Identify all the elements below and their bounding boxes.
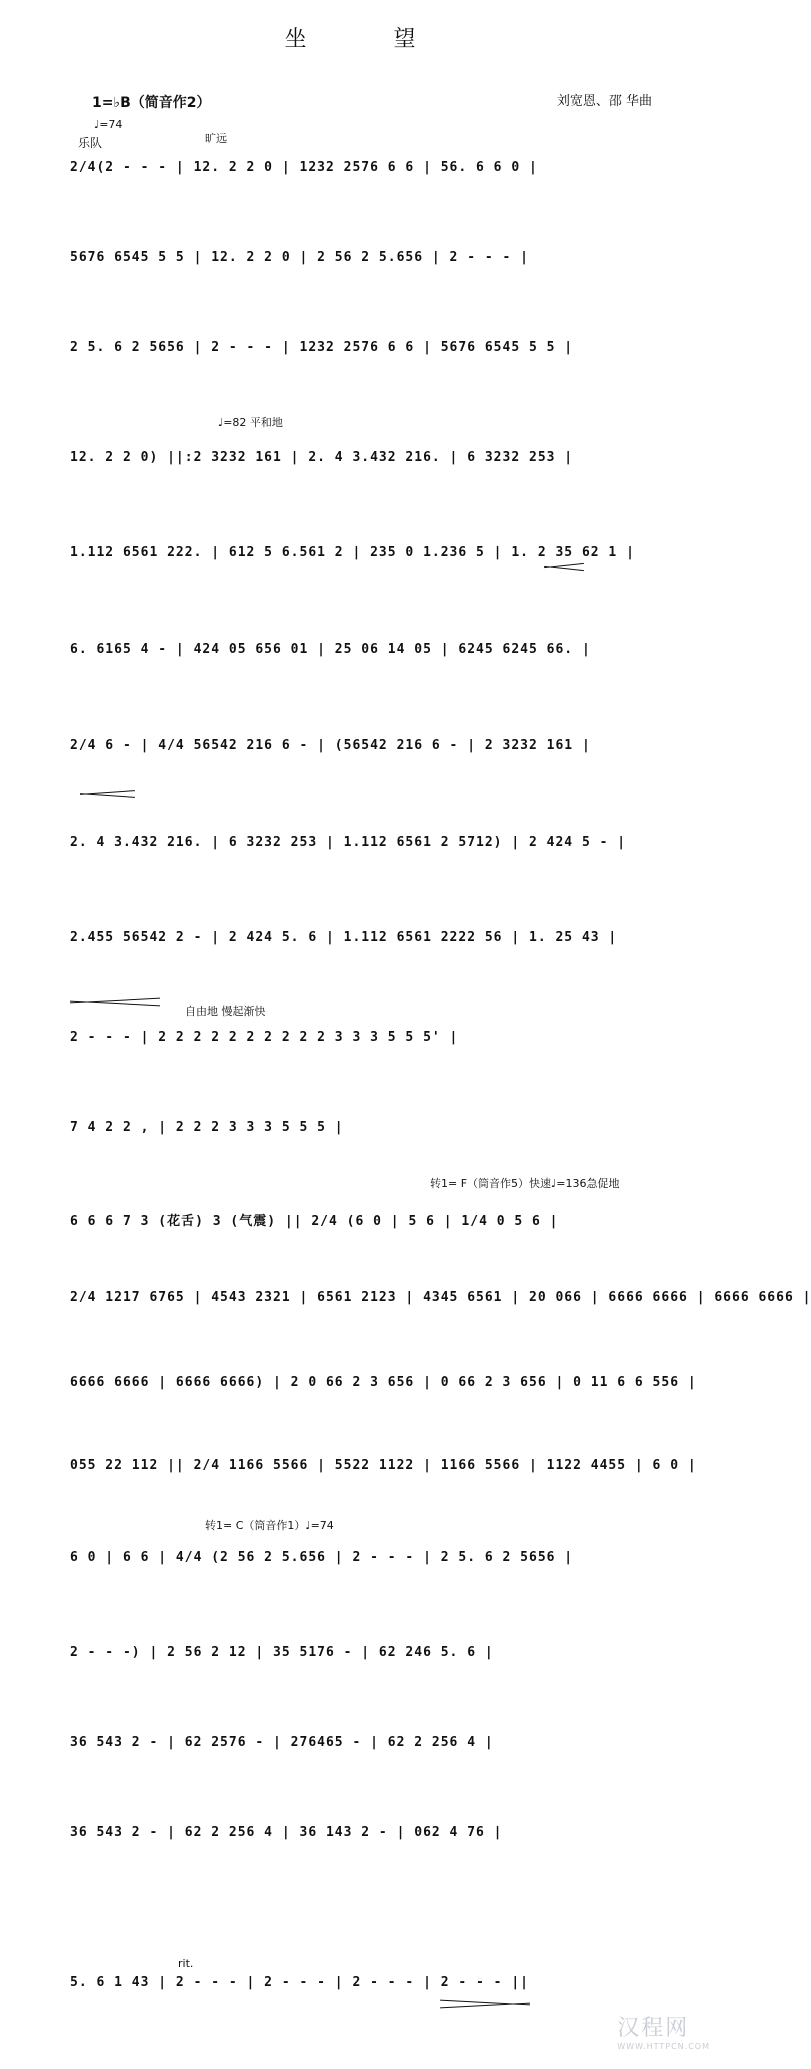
score-line	[70, 1110, 690, 1154]
score-line	[70, 1965, 690, 2009]
notation-text: 2/4 1217 6765 | 4543 2321 | 6561 2123 | 4345 6561 | 20 066 | 6666 6666 | 6666 6666 |	[70, 1290, 811, 1305]
notation-text: 1.112 6561 222. | 612 5 6.561 2 | 235 0 1.236 5 | 1. 2 35 62 1 |	[70, 545, 635, 560]
score-line	[70, 1365, 697, 1409]
expression-freely: 自由地 慢起渐快	[185, 1005, 266, 1018]
score-line	[70, 535, 690, 579]
notation-text: 6666 6666 | 6666 6666) | 2 0 66 2 3 656 | 0 66 2 3 656 | 0 11 6 6 556 |	[70, 1375, 697, 1390]
score-line	[70, 1200, 690, 1244]
notation-text: 2. 4 3.432 216. | 6 3232 253 | 1.112 6561 2 5712) | 2 424 5 - |	[70, 835, 627, 850]
notation-text: 36 543 2 - | 62 2576 - | 276465 - | 62 2 256 4 |	[70, 1735, 494, 1750]
notation-text: 7 4 2 2 , | 2 2 2 3 3 3 5 5 5 |	[70, 1120, 344, 1135]
score-line	[70, 632, 690, 676]
watermark-url: WWW.HTTPCN.COM	[617, 2042, 710, 2051]
notation-text: 5676 6545 5 5 | 12. 2 2 0 | 2 56 2 5.656 | 2 - - - |	[70, 250, 529, 265]
notation-text: 2/4 6 - | 4/4 56542 216 6 - | (56542 216 6 - | 2 3232 161 |	[70, 738, 591, 753]
score-line	[70, 240, 690, 284]
score-line	[70, 150, 690, 194]
decrescendo-mark	[70, 1001, 160, 1007]
score-line	[70, 1635, 690, 1679]
expression-kuangyuan: 旷远	[205, 132, 227, 145]
expression-tempo-calm: ♩=82 平和地	[218, 416, 283, 429]
score-line	[70, 1815, 690, 1859]
notation-text: 2 - - - | 2 2 2 2 2 2 2 2 2 2 3 3 3 5 5 5' |	[70, 1030, 459, 1045]
score-line	[70, 1280, 811, 1324]
notation-text: 6. 6165 4 - | 424 05 656 01 | 25 06 14 05 | 6245 6245 66. |	[70, 642, 591, 657]
score-line	[70, 1020, 690, 1064]
notation-text: 2 - - -) | 2 56 2 12 | 35 5176 - | 62 246 5. 6 |	[70, 1645, 494, 1660]
modulation-to-f: 转1= F（筒音作5）快速♩=136急促地	[430, 1177, 620, 1190]
notation-text: 2.455 56542 2 - | 2 424 5. 6 | 1.112 6561 2222 56 | 1. 25 43 |	[70, 930, 618, 945]
score-line	[70, 825, 690, 869]
key-signature: 1=♭B（简音作2）	[92, 95, 211, 111]
score-line	[70, 1725, 690, 1769]
watermark-logo	[617, 2011, 710, 2051]
notation-text: 6 0 | 6 6 | 4/4 (2 56 2 5.656 | 2 - - - | 2 5. 6 2 5656 |	[70, 1550, 574, 1565]
tempo-marking: ♩=74	[94, 118, 123, 131]
score-line	[70, 440, 690, 484]
score-line	[70, 1540, 690, 1584]
notation-text: 2 5. 6 2 5656 | 2 - - - | 1232 2576 6 6 | 5676 6545 5 5 |	[70, 340, 574, 355]
notation-text: 2/4(2 - - - | 12. 2 2 0 | 1232 2576 6 6 | 56. 6 6 0 |	[70, 160, 538, 175]
score-line	[70, 920, 690, 964]
notation-text: 055 22 112 || 2/4 1166 5566 | 5522 1122 | 1166 5566 | 1122 4455 | 6 0 |	[70, 1458, 697, 1473]
notation-text: 6 6 6 7 3 (花舌) 3 (气震) || 2/4 (6 0 | 5 6 | 1/4 0 5 6 |	[70, 1214, 559, 1229]
modulation-to-c: 转1= C（筒音作1）♩=74	[205, 1519, 334, 1532]
watermark-text: 汉程网	[617, 2016, 690, 2041]
notation-text: 36 543 2 - | 62 2 256 4 | 36 143 2 - | 062 4 76 |	[70, 1825, 503, 1840]
score-line	[70, 1448, 697, 1492]
expression-rit: rit.	[178, 1957, 194, 1970]
notation-text: 5. 6 1 43 | 2 - - - | 2 - - - | 2 - - - | 2 - - - ||	[70, 1975, 529, 1990]
score-line	[70, 330, 690, 374]
band-label: 乐队	[78, 136, 103, 150]
page-title: 坐 望	[284, 27, 456, 52]
crescendo-mark	[80, 793, 135, 798]
score-line	[70, 728, 690, 772]
notation-text: 12. 2 2 0) ||:2 3232 161 | 2. 4 3.432 216. | 6 3232 253 |	[70, 450, 574, 465]
composer-credit: 刘宽恩、邵 华曲	[556, 94, 652, 109]
